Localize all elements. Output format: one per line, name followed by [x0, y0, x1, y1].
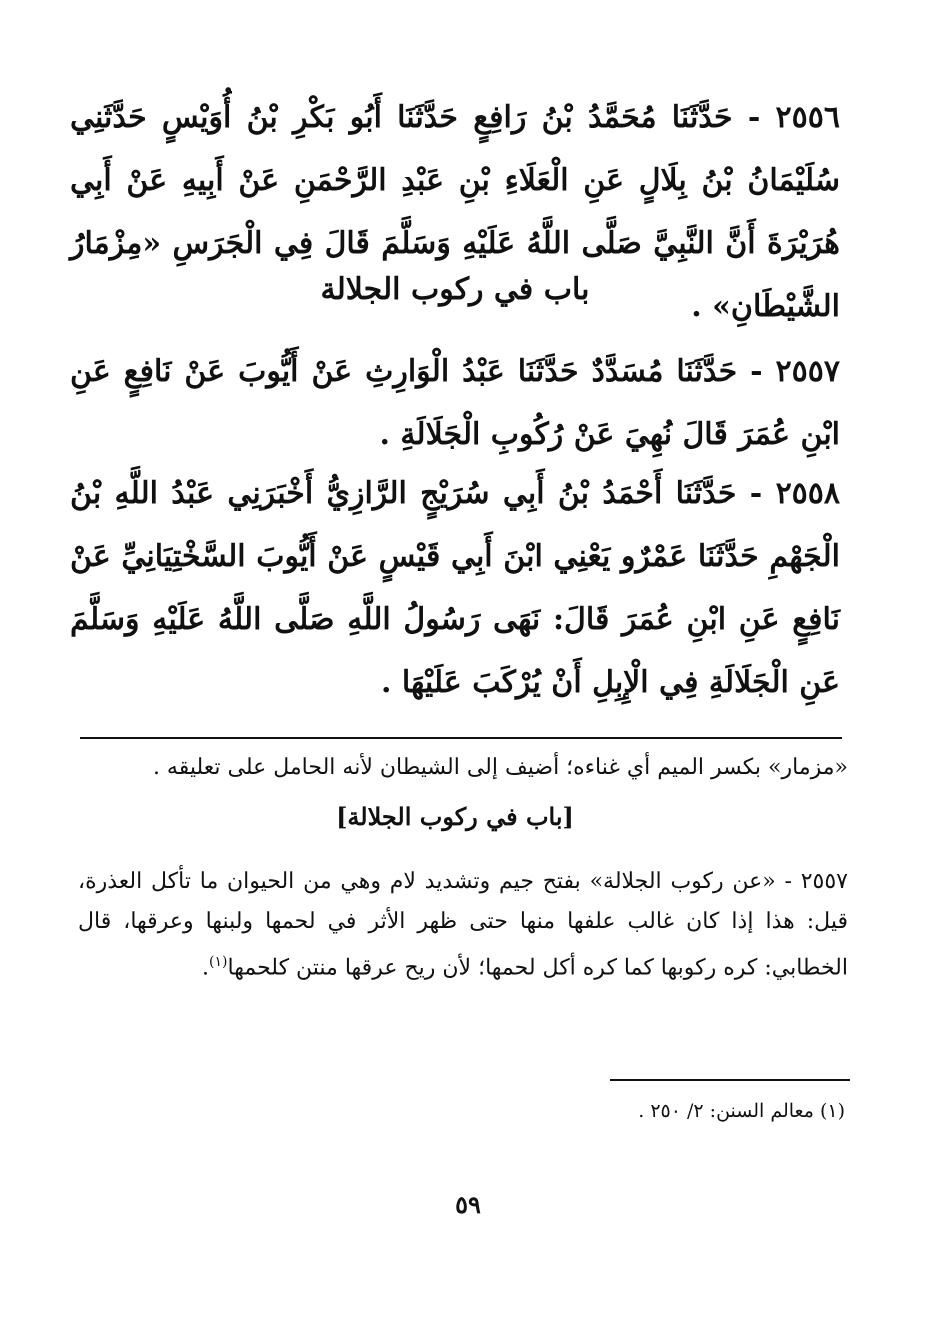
hadith-text: - حَدَّثَنَا مُسَدَّدٌ حَدَّثَنَا عَبْدُ الْوَارِثِ عَنْ أَيُّوبَ عَنْ نَافِعٍ عَنِ ابْنِ عُمَرَ قَالَ نُهِيَ عَنْ رُكُوبِ الْجَلَالَةِ .: [70, 354, 840, 452]
note-end: .: [202, 955, 210, 981]
hadith-number: ٢٥٥٦: [775, 100, 840, 135]
hadith-2558: [70, 462, 840, 714]
page-number: ٥٩: [455, 1190, 481, 1219]
footnote-ref: (١): [209, 954, 228, 970]
note-number: ٢٥٥٧: [800, 869, 848, 894]
note-text: - «عن ركوب الجلالة» بفتح جيم وتشديد لام وهي من الحيوان ما تأكل العذرة، قيل: هذا إذا كان غالب علفها منها حتى ظهر الأثر في لحمها ولبنها وعرقها، قال الخطابي: كره ركوبها كما كره أكل لحمها؛ لأن ريح عرقها منتن كلحمها: [78, 869, 848, 981]
footnote-divider: [610, 1079, 850, 1081]
section-divider: [80, 737, 842, 739]
hadith-number: ٢٥٥٨: [775, 476, 841, 511]
chapter-heading: باب في ركوب الجلالة: [320, 272, 590, 307]
hadith-2557: [70, 340, 840, 466]
hadith-text: - حَدَّثَنَا مُحَمَّدُ بْنُ رَافِعٍ حَدَّثَنَا أَبُو بَكْرِ بْنُ أُوَيْسٍ حَدَّثَنِي سُلَيْمَانُ بْنُ بِلَالٍ عَنِ الْعَلَاءِ بْنِ عَبْدِ الرَّحْمَنِ عَنْ أَبِيهِ عَنْ أَبِي هُرَيْرَةَ أَنَّ النَّبِيَّ صَلَّى اللَّهُ عَلَيْهِ وَسَلَّمَ قَالَ فِي الْجَرَسِ «مِزْمَارُ الشَّيْطَانِ» .: [70, 100, 840, 324]
footnote: (١) معالم السنن: ٢/ ٢٥٠ .: [638, 1100, 845, 1122]
commentary-note-2556: «مزمار» بكسر الميم أي غناءه؛ أضيف إلى الشيطان لأنه الحامل على تعليقه .: [152, 755, 848, 780]
hadith-number: ٢٥٥٧: [775, 354, 840, 389]
commentary-note-2557: [78, 862, 848, 988]
hadith-text: - حَدَّثَنَا أَحْمَدُ بْنُ أَبِي سُرَيْجٍ الرَّازِيُّ أَخْبَرَنِي عَبْدُ اللَّهِ بْنُ الْجَهْمِ حَدَّثَنَا عَمْرٌو يَعْنِي ابْنَ أَبِي قَيْسٍ عَنْ أَيُّوبَ السَّخْتِيَانِيِّ عَنْ نَافِعٍ عَنِ ابْنِ عُمَرَ قَالَ: نَهَى رَسُولُ اللَّهِ صَلَّى اللَّهُ عَلَيْهِ وَسَلَّمَ عَنِ الْجَلَالَةِ فِي الْإِبِلِ أَنْ يُرْكَبَ عَلَيْهَا .: [70, 476, 840, 700]
commentary-chapter-heading: [باب في ركوب الجلالة]: [336, 802, 574, 831]
